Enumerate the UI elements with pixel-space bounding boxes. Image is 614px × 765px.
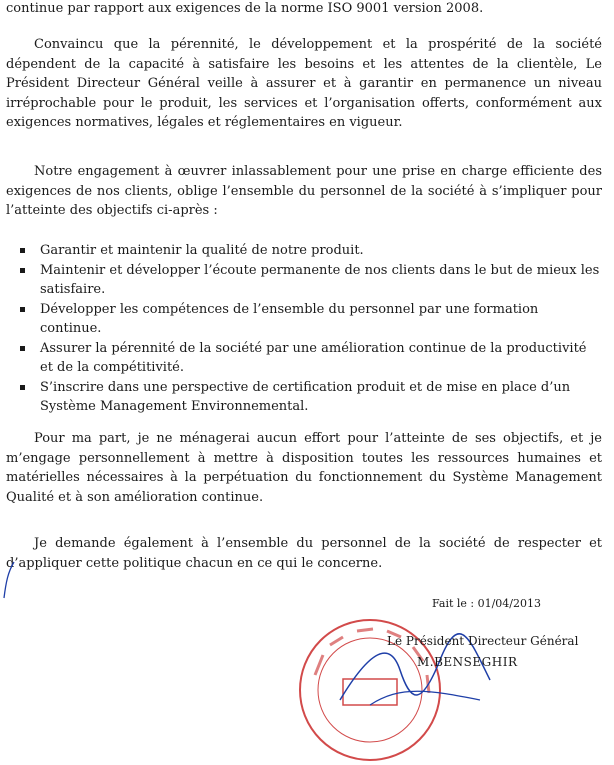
signatory-name: M.BENSEGHIR xyxy=(417,655,518,669)
square-bullet-icon xyxy=(20,307,25,312)
paragraph-request: Je demande également à l’ensemble du personnel de la société de respecter et d’appliquer cette politique chacun en ce qui le concerne. xyxy=(6,536,602,571)
objective-text: Garantir et maintenir la qualité de notre produit. xyxy=(40,243,364,258)
objective-text: Maintenir et développer l’écoute permanente de nos clients dans le but de mieux les satisfaire. xyxy=(40,262,600,297)
margin-pen-mark xyxy=(0,560,20,600)
square-bullet-icon xyxy=(20,346,25,351)
text-continuation-line: continue par rapport aux exigences de la norme ISO 9001 version 2008. xyxy=(6,1,484,16)
square-bullet-icon xyxy=(20,248,25,253)
objective-text: S’inscrire dans une perspective de certification produit et de mise en place d’un Système Management Environnemental. xyxy=(40,379,571,414)
square-bullet-icon xyxy=(20,385,25,390)
date-line: Fait le : 01/04/2013 xyxy=(432,597,542,610)
objectives-list xyxy=(20,241,600,417)
paragraph-personal-engagement: Pour ma part, je ne ménagerai aucun effort pour l’atteinte de ses objectifs, et je m’engage personnellement à mettre à disposition toutes les ressources humaines et matérielles nécessaires à la perpétuation du fonctionnement du Système Management Qualité et à son amélioration continue. xyxy=(6,431,602,505)
list-item xyxy=(20,300,600,339)
square-bullet-icon xyxy=(20,268,25,273)
paragraph-commitment-intro: Convaincu que la pérennité, le développement et la prospérité de la société dépendent de la capacité à satisfaire les besoins et les attentes de la clientèle, Le Président Directeur Général veille à assurer et à garantir en permanence un niveau irréprochable pour le produit, les services et l’organisation offerts, conformément aux exigences normatives, légales et réglementaires en vigueur. xyxy=(6,37,602,130)
list-item xyxy=(20,378,600,417)
paragraph-engagement: Notre engagement à œuvrer inlassablement pour une prise en charge efficiente des exigences de nos clients, oblige l’ensemble du personnel de la société à s’impliquer pour l’atteinte des objectifs ci-après : xyxy=(6,164,602,218)
signatory-title: Le Président Directeur Général xyxy=(387,634,579,648)
list-item xyxy=(20,261,600,300)
objective-text: Développer les compétences de l’ensemble du personnel par une formation continue. xyxy=(40,301,539,336)
list-item xyxy=(20,339,600,378)
list-item xyxy=(20,241,600,261)
objective-text: Assurer la pérennité de la société par une amélioration continue de la productivité et de la compétitivité. xyxy=(40,340,587,375)
